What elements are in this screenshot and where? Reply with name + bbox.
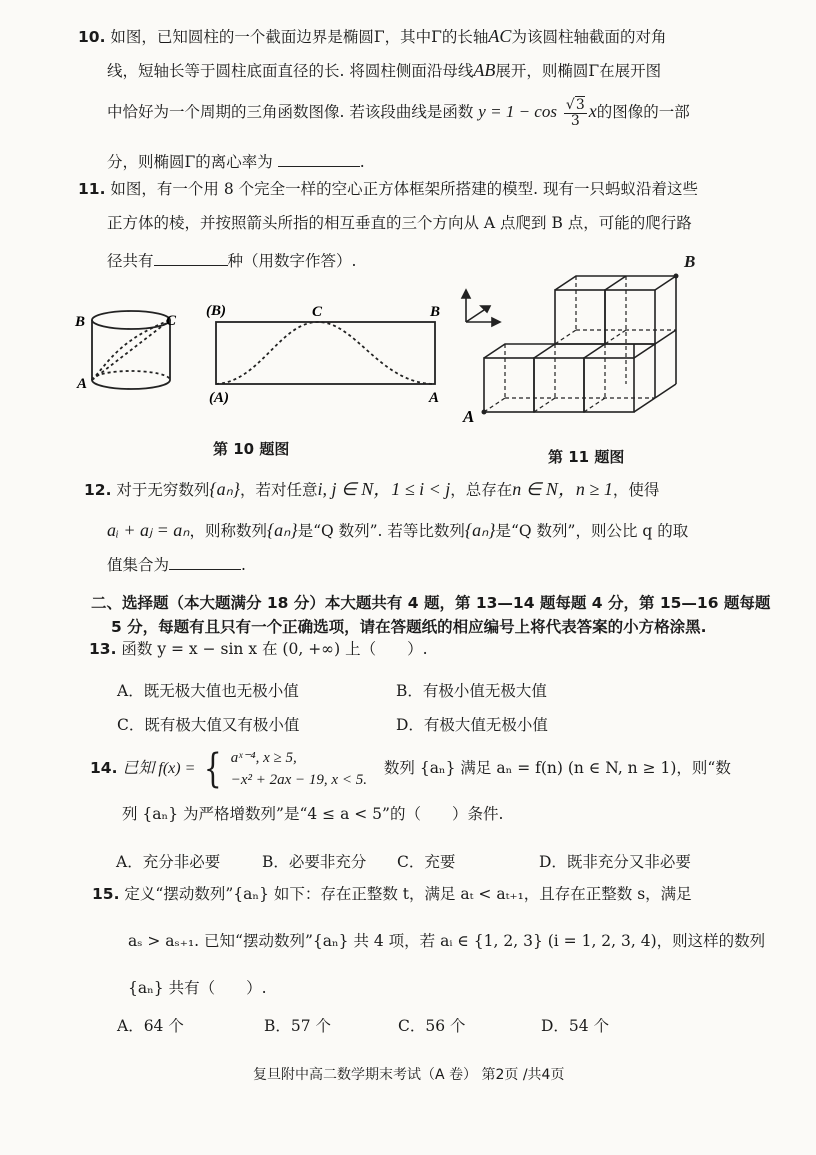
q12-end: . — [241, 556, 246, 574]
q10-var-ac: AC — [488, 26, 512, 46]
q11-text-3: 径共有 — [107, 252, 154, 270]
q13-stem-text: 函数 y = x − sin x 在 (0, +∞) 上（ ）. — [121, 640, 428, 658]
figures — [0, 270, 816, 480]
cyl-label-c: C — [166, 313, 177, 329]
q14-text-1: 数列 {aₙ} 满足 aₙ = f(n) (n ∈ N, n ≥ 1)，则“数 — [383, 759, 731, 777]
q12-cond4: n ∈ N — [512, 479, 558, 499]
q10-func-var: x — [588, 101, 597, 121]
q12-text-1c: ，使得 — [612, 481, 660, 499]
q14-option-c[interactable]: C．充要 — [397, 853, 456, 871]
q14-piece1: aˣ⁻⁴, x ≥ 5, — [230, 750, 297, 766]
q12-line2 — [107, 521, 688, 540]
q15-line2 — [128, 934, 765, 950]
cube-label-b-text: B — [684, 252, 696, 271]
q12-seq3: {aₙ} — [464, 520, 496, 540]
q15-option-c[interactable]: C．56 个 — [398, 1017, 466, 1035]
cube-label-a: A — [463, 407, 475, 426]
direction-arrows — [462, 290, 500, 326]
q10-func: y = 1 − cos — [478, 102, 557, 121]
q13-stem — [89, 642, 428, 658]
q15-option-a[interactable]: A．64 个 — [117, 1017, 184, 1035]
q12-line1 — [84, 480, 659, 499]
q12-seq2: {aₙ} — [266, 520, 298, 540]
q15-line1 — [92, 887, 692, 903]
q13-option-d[interactable]: D．有极大值无极小值 — [396, 716, 548, 734]
q11-line3 — [107, 251, 356, 270]
q13-option-a[interactable]: A．既无极大值也无极小值 — [117, 682, 299, 700]
q15-option-b[interactable]: B．57 个 — [264, 1017, 332, 1035]
q10-text-4: 分，则椭圆Γ的离心率为 — [107, 153, 273, 171]
q14-text-2: 列 {aₙ} 为严格增数列”是“4 ≤ a < 5”的（ ）条件. — [122, 805, 504, 823]
q12-text-3: 值集合为 — [107, 556, 170, 574]
q15-text-1: 定义“摆动数列”{aₙ} 如下：存在正整数 t，满足 aₜ < aₜ₊₁，且存在正整数 s，满足 — [124, 885, 692, 903]
page-footer: 复旦附中高二数学期末考试（A 卷） 第2页 /共4页 — [253, 1067, 565, 1083]
q14-line2 — [122, 807, 503, 823]
unrolled-figure — [216, 322, 435, 384]
q12-text-2c: 是“Q 数列”，则公比 q 的取 — [495, 522, 689, 540]
rect-label-b-paren: (B) — [206, 303, 226, 319]
section2-heading: 二、选择题（本大题满分 18 分）本大题共有 4 题，第 13—14 题每题 4 分，第 15—16 题每题 — [91, 594, 771, 612]
q12-line3 — [107, 555, 246, 574]
q11-number: 11. — [78, 180, 106, 198]
q12-seq: {aₙ} — [209, 479, 240, 499]
cylinder-figure — [92, 311, 170, 389]
q11-answer-blank[interactable] — [154, 251, 228, 266]
q12-eq: aᵢ + aⱼ = aₙ — [107, 520, 190, 540]
q10-frac-den: 3 — [570, 112, 580, 129]
q10-answer-blank[interactable] — [278, 152, 360, 167]
q13-option-b[interactable]: B．有极小值无极大值 — [396, 682, 547, 700]
q14-option-d[interactable]: D．既非充分又非必要 — [539, 853, 691, 871]
q12-text-2a: ，则称数列 — [189, 522, 267, 540]
q10-line2 — [107, 61, 661, 80]
q14-line1 — [90, 745, 731, 792]
rect-label-a-paren: (A) — [209, 390, 229, 406]
q10-number: 10. — [78, 28, 106, 46]
q10-text-3b: 的图像的一部 — [596, 103, 690, 121]
q11-text-1: 如图，有一个用 8 个完全一样的空心正方体框架所搭建的模型. 现有一只蚂蚁沿着这些 — [110, 180, 698, 198]
q13-option-c[interactable]: C．既有极大值又有极小值 — [117, 716, 300, 734]
q10-frac-num: 3 — [575, 96, 585, 113]
fig11-caption: 第 11 题图 — [548, 448, 625, 466]
q10-line4 — [107, 152, 365, 171]
q10-text-3: 中恰好为一个周期的三角函数图像. 若该段曲线是函数 — [107, 103, 474, 121]
q12-cond3: ，总存在 — [450, 481, 513, 499]
q15-text-3: {aₙ} 共有（ ）. — [128, 979, 267, 997]
q15-number: 15. — [92, 885, 120, 903]
q14-option-b[interactable]: B．必要非充分 — [262, 853, 367, 871]
q12-cond2: ，1 ≤ i < j — [373, 479, 451, 499]
q10-line3 — [107, 92, 690, 131]
point-a-dot — [482, 410, 487, 415]
q12-answer-blank[interactable] — [169, 555, 241, 570]
q10-text-1: 如图，已知圆柱的一个截面边界是椭圆Γ，其中Γ的长轴 — [110, 28, 489, 46]
q13-number: 13. — [89, 640, 117, 658]
q14-piece2: −x² + 2ax − 19, x < 5. — [230, 772, 367, 788]
q10-text-2b: 展开，则椭圆Γ在展开图 — [495, 62, 662, 80]
q12-text-1b: ，若对任意 — [240, 481, 318, 499]
q12-number: 12. — [84, 481, 112, 499]
q12-text-1a: 对于无穷数列 — [116, 481, 210, 499]
rect-label-c: C — [312, 304, 323, 320]
q11-text-3b: 种（用数字作答）. — [227, 252, 357, 270]
point-b-dot — [674, 274, 679, 279]
q11-line1 — [78, 182, 698, 198]
q14-option-a[interactable]: A．充分非必要 — [116, 853, 221, 871]
q10-var-ab: AB — [473, 60, 496, 80]
q10-line1 — [78, 27, 666, 46]
rect-label-a: A — [429, 390, 440, 406]
q14-brace: { — [204, 746, 222, 792]
fig10-caption: 第 10 题图 — [213, 440, 290, 458]
q12-cond1: i, j ∈ N — [317, 479, 374, 499]
q14-func-head: 已知 f(x) = — [122, 760, 196, 777]
q14-number: 14. — [90, 759, 118, 777]
q10-end: . — [359, 153, 365, 171]
rect-label-b: B — [430, 304, 441, 320]
q10-text-2: 线，短轴长等于圆柱底面直径的长. 将圆柱侧面沿母线 — [107, 62, 474, 80]
cyl-label-b: B — [75, 314, 86, 330]
section2-instructions: 5 分，每题有且只有一个正确选项，请在答题纸的相应编号上将代表答案的小方格涂黑. — [111, 618, 707, 636]
q15-option-d[interactable]: D．54 个 — [541, 1017, 610, 1035]
q12-text-2b: 是“Q 数列”. 若等比数列 — [297, 522, 465, 540]
q11-line2 — [107, 216, 692, 232]
q15-text-2: aₛ > aₛ₊₁. 已知“摆动数列”{aₙ} 共 4 项，若 aᵢ ∈ {1, 2, 3} (i = 1, 2, 3, 4)，则这样的数列 — [128, 932, 766, 950]
cyl-label-a: A — [77, 376, 88, 392]
cube-model — [484, 276, 676, 412]
q11-text-2: 正方体的棱，并按照箭头所指的相互垂直的三个方向从 A 点爬到 B 点，可能的爬行路 — [107, 214, 692, 232]
q10-text-1b: 为该圆柱轴截面的对角 — [511, 28, 667, 46]
q10-fraction: $\frac{√3}{3}$ — [565, 96, 585, 129]
q12-cond5: ，n ≥ 1 — [557, 479, 613, 499]
q15-line3 — [128, 981, 267, 997]
